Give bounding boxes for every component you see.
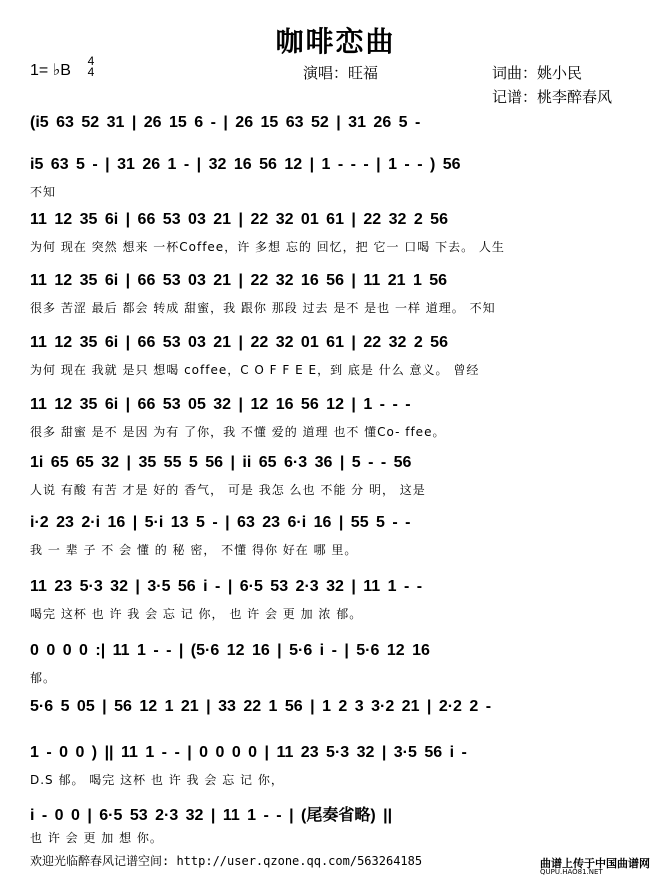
notation-line: 0 0 0 0 :| 11 1 - - | (5·6 12 16 | 5·6 i - | 5·6 12 16 [30,642,430,659]
lyrics-line: 很多 苦涩 最后 都会 转成 甜蜜，我 跟你 那段 过去 是不 是也 一样 道理。 不知 [30,301,496,315]
score-row [30,572,642,632]
time-signature-bottom: 4 [87,65,95,79]
notation-line: 5·6 5 05 | 56 12 1 21 | 33 22 1 56 | 1 2 3 3·2 21 | 2·2 2 - [30,698,492,715]
lyrics-line: 为何 现在 突然 想来 一杯Coffee，许 多想 忘的 回忆，把 它一 口喝 下去。 人生 [30,240,505,254]
lyrics-line: 为何 现在 我就 是只 想喝 coffee，C O F F E E，到 底是 什么 意义。 曾经 [30,363,480,377]
lyrics-line: 不知 [30,185,57,199]
lyrics-line: D.S 郁。 喝完 这杯 也 许 我 会 忘 记 你， [30,773,284,787]
notation-line: 11 23 5·3 32 | 3·5 56 i - | 6·5 53 2·3 32 | 11 1 - - [30,578,423,595]
song-title: 咖啡恋曲 [275,25,396,58]
time-signature [86,56,96,78]
notation-line: 11 12 35 6i | 66 53 03 21 | 22 32 16 56 | 11 21 1 56 [30,272,448,289]
time-signature-top: 4 [87,54,95,68]
notation-line: (i5 63 52 31 | 26 15 6 - | 26 15 63 52 | 31 26 5 - [30,114,421,131]
notation-line: 11 12 35 6i | 66 53 03 21 | 22 32 01 61 | 22 32 2 56 [30,334,448,351]
lyrics-line: 很多 甜蜜 是不 是因 为有 了你，我 不懂 爱的 道理 也不 懂Co- ffee。 [30,425,446,439]
score-row [30,266,642,326]
notation-line: i5 63 5 - | 31 26 1 - | 32 16 56 12 | 1 - - - | 1 - - ) 56 [30,156,461,173]
site-url: QUPU.HAO81.NET [540,868,603,876]
transcriber: 记谱：桃李醉春风 [492,88,613,106]
score-row [30,390,642,450]
score-row [30,636,642,696]
notation-line: i·2 23 2·i 16 | 5·i 13 5 - | 63 23 6·i 16 | 55 5 - - [30,514,411,531]
notation-line: 1i 65 65 32 | 35 55 5 56 | ii 65 6·3 36 | 5 - - 56 [30,454,412,471]
singer: 演唱：旺福 [303,64,379,82]
lyrics-line: 也 许 会 更 加 想 你。 [30,831,163,845]
notation-line: i - 0 0 | 6·5 53 2·3 32 | 11 1 - - | (尾奏省略) || [30,807,393,824]
score-row [30,150,642,210]
notation-line: 1 - 0 0 ) || 11 1 - - | 0 0 0 0 | 11 23 5·3 32 | 3·5 56 i - [30,744,467,761]
score-row [30,508,642,568]
score-row [30,448,642,508]
site-credit: 曲谱上传于中国曲谱网 [540,857,650,870]
score-row [30,738,642,798]
key-signature: 1= ♭B [30,62,71,79]
score-row [30,328,642,388]
notation-line: 11 12 35 6i | 66 53 05 32 | 12 16 56 12 | 1 - - - [30,396,411,413]
lyrics-line: 人说 有酸 有苦 才是 好的 香气， 可是 我怎 么也 不能 分 明， 这是 [30,483,426,497]
footer-text: 欢迎光临醉春风记谱空间: http://user.qzone.qq.com/563264185 [30,854,423,868]
lyrics-line: 喝完 这杯 也 许 我 会 忘 记 你， 也 许 会 更 加 浓 郁。 [30,607,363,621]
score-row [30,796,642,856]
score-row [30,205,642,265]
lyrics-line: 我 一 辈 子 不 会 懂 的 秘 密， 不懂 得你 好在 哪 里。 [30,543,358,557]
lyrics-line: 郁。 [30,671,57,685]
notation-line: 11 12 35 6i | 66 53 03 21 | 22 32 01 61 | 22 32 2 56 [30,211,448,228]
composer: 词曲：姚小民 [492,64,583,82]
